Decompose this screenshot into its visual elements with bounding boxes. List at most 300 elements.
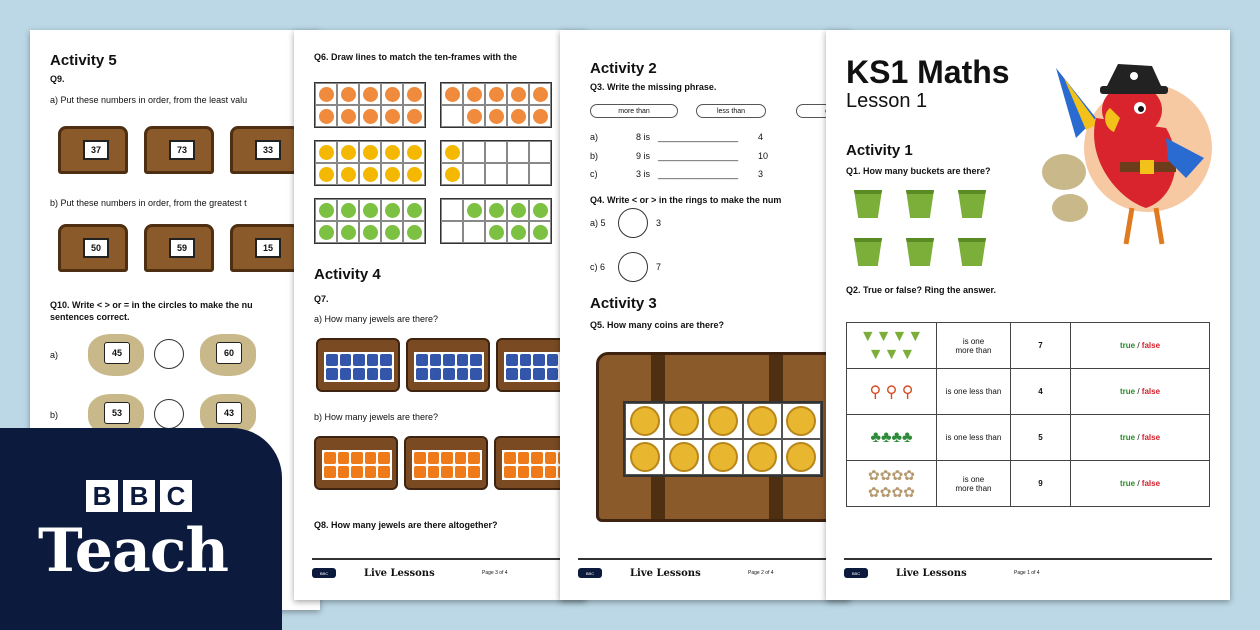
jewel	[414, 452, 426, 464]
q7-label: Q7.	[314, 294, 329, 304]
jewel	[455, 466, 467, 478]
jewel	[380, 354, 392, 366]
frame-cell	[463, 163, 485, 185]
jewel	[457, 354, 469, 366]
chest-number: 73	[169, 140, 195, 160]
page-subtitle: Lesson 1	[846, 90, 928, 112]
counter-dot	[407, 203, 422, 218]
q6-instructions: Q6. Draw lines to match the ten-frames with the	[314, 52, 518, 62]
frame-cell	[403, 163, 425, 185]
counter-dot	[363, 203, 378, 218]
jewel	[414, 466, 426, 478]
page-footer	[578, 558, 832, 582]
counter-dot	[363, 225, 378, 240]
counter-dot	[385, 203, 400, 218]
q10-instructions-2: sentences correct.	[50, 312, 130, 322]
jewel	[367, 354, 379, 366]
frame-cell	[507, 221, 529, 243]
jewel	[340, 368, 352, 380]
activity-2-heading: Activity 2	[590, 60, 657, 77]
frame-cell	[403, 199, 425, 221]
bucket-icon	[906, 238, 934, 266]
answer-separator: /	[1135, 341, 1142, 350]
true-false-table	[846, 322, 1210, 507]
counter-dot	[385, 225, 400, 240]
footer-brand: Live Lessons	[364, 568, 435, 579]
q3b-blank[interactable]: ________________	[658, 151, 739, 161]
counter-dot	[341, 225, 356, 240]
worksheet-page-cover	[826, 30, 1230, 600]
frame-cell	[529, 221, 551, 243]
frame-cell	[507, 105, 529, 127]
counter-dot	[489, 225, 504, 240]
relation-cell	[937, 369, 1011, 415]
q3c-letter: c)	[590, 169, 598, 179]
counter-dot	[407, 109, 422, 124]
jewel	[545, 466, 557, 478]
page-footer	[312, 558, 568, 582]
frame-cell	[315, 163, 337, 185]
activity-1-heading: Activity 1	[846, 142, 913, 159]
counter-dot	[445, 87, 460, 102]
jewel	[326, 354, 338, 366]
coin-icon	[708, 406, 738, 436]
q3a-letter: a)	[590, 132, 599, 142]
q4a-left: a) 5	[590, 218, 606, 228]
ten-frame	[440, 140, 552, 186]
frame-cell	[507, 163, 529, 185]
frame-cell	[441, 163, 463, 185]
compare-ring[interactable]	[618, 208, 648, 238]
counter-dot	[319, 203, 334, 218]
worksheet-page-activity2-3	[560, 30, 850, 600]
q3a-lhs: 8 is	[636, 132, 651, 142]
frame-cell	[403, 141, 425, 163]
relation-text: more than	[955, 345, 992, 355]
counter-dot	[319, 145, 334, 160]
frame-cell	[485, 163, 507, 185]
frame-cell	[337, 221, 359, 243]
jewel	[443, 354, 455, 366]
frame-cell	[359, 105, 381, 127]
frame-cell	[359, 163, 381, 185]
jewel	[340, 354, 352, 366]
jewel	[520, 354, 532, 366]
bbc-blocks	[86, 480, 192, 512]
q3a-rhs: 4	[758, 132, 764, 142]
frame-cell	[529, 83, 551, 105]
jewel	[468, 452, 480, 464]
jewel	[324, 466, 336, 478]
activity-3-heading: Activity 3	[590, 295, 657, 312]
frame-cell	[529, 199, 551, 221]
answer-separator: /	[1135, 433, 1142, 442]
jewel	[518, 452, 530, 464]
picture-cell	[847, 461, 937, 507]
jewel	[504, 466, 516, 478]
ten-frame	[314, 198, 426, 244]
frame-cell	[441, 199, 463, 221]
q4c-right: 7	[656, 262, 662, 272]
jewel	[378, 452, 390, 464]
frame-cell	[463, 105, 485, 127]
frame-cell	[463, 83, 485, 105]
false-option[interactable]: false	[1141, 341, 1161, 350]
counter-dot	[489, 87, 504, 102]
counter-dot	[511, 109, 526, 124]
coin-icon	[630, 406, 660, 436]
frame-cell	[441, 105, 463, 127]
jewel	[441, 466, 453, 478]
frame-cell	[485, 83, 507, 105]
jewel	[520, 368, 532, 380]
treasure-chest	[230, 224, 300, 272]
frame-cell	[529, 141, 551, 163]
number-cell: 9	[1011, 461, 1071, 507]
counter-dot	[445, 145, 460, 160]
activity-4-heading: Activity 4	[314, 266, 381, 283]
counter-dot	[385, 145, 400, 160]
q3c-lhs: 3 is	[636, 169, 651, 179]
chest-number: 15	[255, 238, 281, 258]
coin-frame	[623, 401, 823, 477]
jewel	[416, 368, 428, 380]
jewel	[441, 452, 453, 464]
bbc-letter-block: B	[123, 480, 155, 512]
frame-cell	[315, 199, 337, 221]
jewel	[531, 466, 543, 478]
coin-chest	[596, 352, 850, 522]
frame-cell	[463, 199, 485, 221]
jewel	[338, 452, 350, 464]
frame-cell	[315, 105, 337, 127]
frame-cell	[485, 199, 507, 221]
coin-icon	[669, 442, 699, 472]
jewel-chest	[406, 338, 490, 392]
counter-dot	[385, 87, 400, 102]
relation-cell	[937, 461, 1011, 507]
q4-instructions: Q4. Write < or > in the rings to make the num	[590, 195, 782, 205]
activity-5-heading: Activity 5	[50, 52, 117, 69]
treasure-chest	[144, 126, 214, 174]
false-option[interactable]: false	[1141, 433, 1161, 442]
q4a-right: 3	[656, 218, 662, 228]
compare-circle[interactable]	[154, 399, 184, 429]
phrase-pill: more than	[590, 104, 678, 118]
relation-text: is one	[962, 474, 985, 484]
coin-icon	[708, 442, 738, 472]
coin-cell	[625, 439, 664, 475]
frame-cell	[441, 221, 463, 243]
relation-text: is one less than	[945, 387, 1002, 396]
jewel	[326, 368, 338, 380]
chest-number: 37	[83, 140, 109, 160]
ten-frame	[314, 140, 426, 186]
q3c-rhs: 3	[758, 169, 764, 179]
q3c-blank[interactable]: ________________	[658, 169, 739, 179]
counter-dot	[319, 225, 334, 240]
frame-cell	[507, 199, 529, 221]
relation-text: is one	[962, 336, 985, 346]
frame-cell	[337, 141, 359, 163]
ten-frame	[440, 198, 552, 244]
counter-dot	[341, 167, 356, 182]
jewel	[518, 466, 530, 478]
q10-instructions: Q10. Write < > or = in the circles to make the nu	[50, 300, 253, 310]
counter-dot	[407, 225, 422, 240]
counter-dot	[341, 145, 356, 160]
counter-dot	[489, 109, 504, 124]
frame-cell	[381, 105, 403, 127]
jewel	[324, 452, 336, 464]
chest-number: 33	[255, 140, 281, 160]
coin-icon	[747, 442, 777, 472]
picture-cell	[847, 369, 937, 415]
jewel	[378, 466, 390, 478]
counter-dot	[489, 203, 504, 218]
frame-cell	[403, 221, 425, 243]
true-option[interactable]: true	[1119, 387, 1136, 396]
answer-separator: /	[1135, 387, 1142, 396]
frame-cell	[337, 199, 359, 221]
jewel	[457, 368, 469, 380]
frame-cell	[315, 221, 337, 243]
coin-icon	[786, 442, 816, 472]
jewel-chest	[314, 436, 398, 490]
q3-instructions: Q3. Write the missing phrase.	[590, 82, 717, 92]
teach-wordmark: Teach	[38, 516, 228, 586]
frame-cell	[381, 141, 403, 163]
relation-text: more than	[955, 483, 992, 493]
sack-number: 43	[216, 402, 242, 424]
counter-dot	[445, 167, 460, 182]
q1-instructions: Q1. How many buckets are there?	[846, 166, 991, 176]
counter-dot	[533, 87, 548, 102]
treasure-chest	[58, 126, 128, 174]
sack-number: 53	[104, 402, 130, 424]
q5-instructions: Q5. How many coins are there?	[590, 320, 725, 330]
q9-label: Q9.	[50, 74, 65, 84]
coin-cell	[743, 439, 782, 475]
frame-cell	[507, 83, 529, 105]
coin-icon	[747, 406, 777, 436]
counter-dot	[319, 109, 334, 124]
counter-dot	[319, 87, 334, 102]
frame-cell	[529, 105, 551, 127]
counter-dot	[407, 87, 422, 102]
footer-page-number: Page 1 of 4	[1014, 570, 1040, 576]
frame-cell	[315, 141, 337, 163]
number-cell: 4	[1011, 369, 1071, 415]
counter-dot	[319, 167, 334, 182]
frame-cell	[463, 141, 485, 163]
answer-cell	[1071, 369, 1210, 415]
frame-cell	[463, 221, 485, 243]
jewel	[470, 354, 482, 366]
true-option[interactable]: true	[1119, 341, 1136, 350]
q3b-lhs: 9 is	[636, 151, 651, 161]
jewel	[367, 368, 379, 380]
picture-cell	[847, 323, 937, 369]
footer-brand: Live Lessons	[896, 568, 967, 579]
jewel	[365, 452, 377, 464]
counter-dot	[533, 203, 548, 218]
q2-instructions: Q2. True or false? Ring the answer.	[846, 285, 997, 295]
relation-cell	[937, 323, 1011, 369]
treasure-chest	[58, 224, 128, 272]
false-option[interactable]: false	[1141, 387, 1161, 396]
jewel	[430, 354, 442, 366]
counter-dot	[385, 167, 400, 182]
phrase-pill: less than	[696, 104, 766, 118]
bbc-letter-block: C	[160, 480, 192, 512]
sack-number: 45	[104, 342, 130, 364]
number-cell: 5	[1011, 415, 1071, 461]
counter-dot	[341, 109, 356, 124]
jewel	[506, 354, 518, 366]
jewel-chest	[404, 436, 488, 490]
table-row	[847, 461, 1210, 507]
relation-cell	[937, 415, 1011, 461]
frame-cell	[337, 105, 359, 127]
jewel	[533, 354, 545, 366]
counter-dot	[341, 87, 356, 102]
jewel	[506, 368, 518, 380]
frame-cell	[337, 163, 359, 185]
frame-cell	[381, 221, 403, 243]
coin-cell	[664, 439, 703, 475]
ten-frame	[314, 82, 426, 128]
jewel	[365, 466, 377, 478]
table-row	[847, 369, 1210, 415]
frame-cell	[359, 221, 381, 243]
frame-cell	[359, 141, 381, 163]
jewel	[470, 368, 482, 380]
coin-icon	[630, 442, 660, 472]
jewel	[380, 368, 392, 380]
compare-ring[interactable]	[618, 252, 648, 282]
page-title: KS1 Maths	[846, 54, 1010, 90]
frame-cell	[337, 83, 359, 105]
shell-icon: ✿✿✿✿ ✿✿✿✿	[868, 466, 915, 500]
jewel	[455, 452, 467, 464]
ten-frame	[440, 82, 552, 128]
coin-cell	[782, 439, 821, 475]
coin-cell	[703, 439, 742, 475]
counter-dot	[511, 87, 526, 102]
answer-cell	[1071, 461, 1210, 507]
jewel	[547, 368, 559, 380]
coin-cell	[743, 403, 782, 439]
jewel	[351, 452, 363, 464]
q3b-letter: b)	[590, 151, 599, 161]
coin-icon	[786, 406, 816, 436]
sack-number: 60	[216, 342, 242, 364]
footer-page-number: Page 2 of 4	[748, 570, 774, 576]
table-row	[847, 323, 1210, 369]
counter-dot	[363, 167, 378, 182]
frame-cell	[315, 83, 337, 105]
q4c-left: c) 6	[590, 262, 606, 272]
q3a-blank[interactable]: ________________	[658, 132, 739, 142]
relation-text: is one less than	[945, 433, 1002, 442]
pirate-parrot-icon	[1036, 48, 1216, 248]
worksheet-page-activity4	[294, 30, 586, 600]
q10b-letter: b)	[50, 410, 59, 420]
coin-sack	[88, 334, 144, 376]
jewel	[533, 368, 545, 380]
coin-cell	[703, 403, 742, 439]
number-cell: 7	[1011, 323, 1071, 369]
counter-dot	[363, 87, 378, 102]
bbc-letter-block: B	[86, 480, 118, 512]
frame-cell	[507, 141, 529, 163]
counter-dot	[407, 167, 422, 182]
counter-dot	[467, 109, 482, 124]
counter-dot	[467, 203, 482, 218]
page-footer	[844, 558, 1212, 582]
jewel	[428, 466, 440, 478]
jewel	[353, 368, 365, 380]
jewel	[338, 466, 350, 478]
counter-dot	[533, 109, 548, 124]
q9a-instructions: a) Put these numbers in order, from the least valu	[50, 95, 248, 105]
counter-dot	[511, 225, 526, 240]
table-row	[847, 415, 1210, 461]
true-option[interactable]: true	[1119, 479, 1136, 488]
frame-cell	[381, 199, 403, 221]
counter-dot	[363, 109, 378, 124]
jewel-chest	[316, 338, 400, 392]
q9b-instructions: b) Put these numbers in order, from the greatest t	[50, 198, 247, 208]
treasure-chest	[230, 126, 300, 174]
spade-icon: ⚲ ⚲ ⚲	[869, 383, 914, 401]
q7a-instructions: a) How many jewels are there?	[314, 314, 439, 324]
counter-dot	[511, 203, 526, 218]
jewel	[468, 466, 480, 478]
parrot-icon: ♣♣♣♣	[870, 428, 913, 446]
jewel	[545, 452, 557, 464]
chest-number: 50	[83, 238, 109, 258]
frame-cell	[529, 163, 551, 185]
footer-brand: Live Lessons	[630, 568, 701, 579]
compare-circle[interactable]	[154, 339, 184, 369]
chest-number: 59	[169, 238, 195, 258]
frame-cell	[441, 141, 463, 163]
bbc-logo-icon: BBC	[578, 568, 602, 578]
counter-dot	[407, 145, 422, 160]
frame-cell	[485, 141, 507, 163]
counter-dot	[363, 145, 378, 160]
jewel	[416, 354, 428, 366]
coin-cell	[625, 403, 664, 439]
jewel	[504, 452, 516, 464]
frame-cell	[485, 105, 507, 127]
true-option[interactable]: true	[1119, 433, 1136, 442]
jewel	[430, 368, 442, 380]
bbc-logo-icon: BBC	[312, 568, 336, 578]
counter-dot	[385, 109, 400, 124]
picture-cell	[847, 415, 937, 461]
bbc-teach-logo	[0, 428, 282, 630]
footer-page-number: Page 3 of 4	[482, 570, 508, 576]
counter-dot	[467, 87, 482, 102]
false-option[interactable]: false	[1141, 479, 1161, 488]
treasure-chest	[144, 224, 214, 272]
bucket-icon	[854, 238, 882, 266]
jewel	[428, 452, 440, 464]
answer-cell	[1071, 415, 1210, 461]
